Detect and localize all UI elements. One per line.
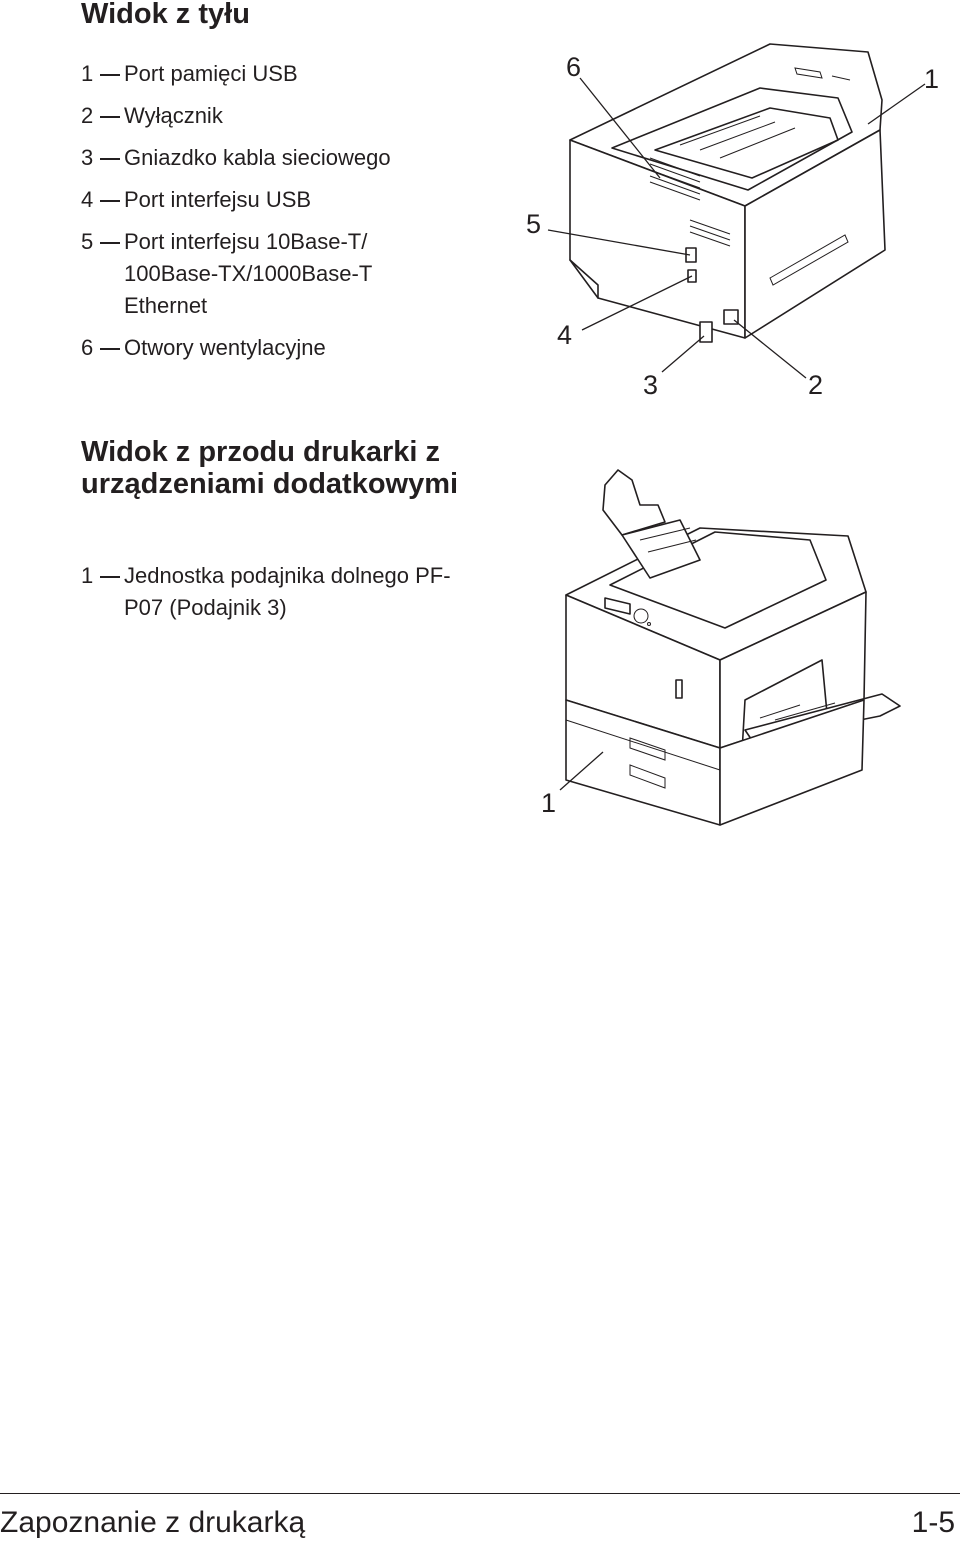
footer-chapter-title: Zapoznanie z drukarką bbox=[0, 1506, 306, 1539]
callout-label: 1 bbox=[924, 64, 940, 94]
rear-view-title: Widok z tyłu bbox=[81, 0, 250, 30]
callout-label: 5 bbox=[526, 209, 542, 239]
footer-page-number: 1-5 bbox=[911, 1506, 955, 1539]
legend-item: 4 Port interfejsu USB bbox=[81, 187, 312, 212]
legend-item: 6 Otwory wentylacyjne bbox=[81, 335, 326, 360]
legend-item: 3 Gniazdko kabla sieciowego bbox=[81, 145, 391, 170]
legend-item: 1 Jednostka podajnika dolnego PF-P07 (Podajnik 3) bbox=[81, 563, 451, 620]
legend-item: 1 Port pamięci USB bbox=[81, 61, 298, 86]
callout-label: 3 bbox=[643, 370, 659, 400]
footer-divider bbox=[0, 1493, 960, 1494]
legend-item: 2 Wyłącznik bbox=[81, 103, 223, 128]
callout-label: 6 bbox=[566, 52, 582, 82]
front-view-title: Widok z przodu drukarki z urządzeniami dodatkowymi bbox=[81, 436, 459, 500]
legend-item: 5 Port interfejsu 10Base-T/ 100Base-TX/1000Base-T Ethernet bbox=[81, 229, 372, 318]
callout-label: 1 bbox=[541, 788, 557, 818]
callout-label: 4 bbox=[557, 320, 573, 350]
callout-label: 2 bbox=[808, 370, 824, 400]
